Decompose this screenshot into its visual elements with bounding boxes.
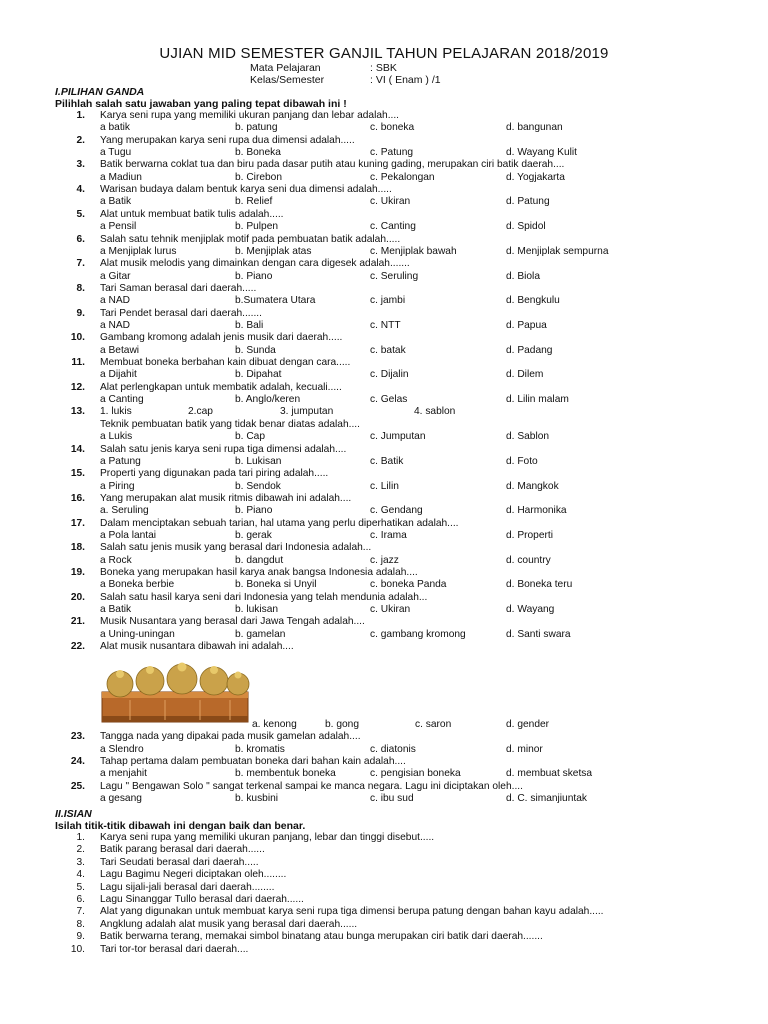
- answer-option: b. Boneka: [235, 147, 281, 158]
- answer-option: c. ibu sud: [370, 793, 414, 805]
- question-text: Dalam menciptakan sebuah tarian, hal utama yang perlu diperhatikan adalah....: [100, 517, 459, 529]
- question-text: Warisan budaya dalam bentuk karya seni dua dimensi adalah.....: [100, 184, 392, 196]
- answer-option: c. Seruling: [370, 270, 419, 282]
- answer-option: b. gamelan: [235, 628, 286, 640]
- question-number: 12.: [70, 381, 85, 393]
- answer-option: 2.cap: [188, 406, 213, 418]
- answer-option: a Canting: [100, 394, 144, 405]
- answer-option: c. diatonis: [370, 743, 416, 755]
- answer-option: b. gong: [325, 719, 359, 730]
- answer-option: a Batik: [100, 604, 132, 615]
- answer-option: c. Lilin: [370, 480, 399, 492]
- question-number: 14.: [70, 443, 85, 455]
- fill-in-text: Batik parang berasal dari daerah......: [100, 844, 265, 856]
- question-number: 8.: [76, 282, 85, 294]
- fill-in-text: Tari tor-tor berasal dari daerah....: [100, 943, 249, 955]
- answer-option: d. Wayang: [506, 604, 555, 615]
- question-text: Musik Nusantara yang berasal dari Jawa Tengah adalah....: [100, 616, 365, 628]
- question-text: Yang merupakan alat musik ritmis dibawah ini adalah....: [100, 492, 352, 504]
- answer-option: 1. lukis: [100, 406, 132, 418]
- fill-in-text: Alat yang digunakan untuk membuat karya seni rupa tiga dimensi berupa patung dengan bahan kayu adalah.....: [100, 906, 604, 918]
- answer-option: b. Dipahat: [235, 369, 282, 381]
- fill-in-number: 2.: [76, 844, 85, 856]
- fill-in-number: 8.: [76, 918, 85, 930]
- answer-option: b. Cirebon: [235, 171, 283, 183]
- answer-option: a Boneka berbie: [100, 579, 175, 591]
- answer-option: b. kusbini: [235, 793, 279, 805]
- answer-option: d. Foto: [506, 455, 538, 467]
- question-number: 24.: [70, 756, 85, 768]
- answer-option: b. Sunda: [235, 344, 276, 356]
- answer-option: b. Sendok: [235, 480, 281, 492]
- fill-in-text: Angklung adalah alat musik yang berasal dari daerah......: [100, 918, 358, 930]
- answer-option: a. Seruling: [100, 505, 149, 517]
- fill-in-number: 5.: [76, 881, 85, 893]
- answer-option: b. Pulpen: [235, 221, 279, 233]
- answer-option: d. country: [506, 554, 551, 566]
- answer-option: d. Biola: [506, 270, 540, 282]
- answer-option: d. Patung: [506, 196, 550, 208]
- question-number: 4.: [76, 184, 85, 196]
- question-text: Membuat boneka berbahan kain dibuat dengan cara.....: [100, 357, 351, 368]
- answer-option: c. Batik: [370, 455, 404, 467]
- fill-in-number: 7.: [76, 906, 85, 918]
- answer-option: a Lukis: [100, 431, 133, 443]
- answer-option: b. Boneka si Unyil: [235, 579, 317, 591]
- answer-option: b. Piano: [235, 505, 273, 517]
- question-text: Yang merupakan karya seni rupa dua dimensi adalah.....: [100, 134, 355, 146]
- answer-option: a NAD: [100, 319, 131, 331]
- question-number: 17.: [70, 517, 85, 529]
- answer-option: d. Wayang Kulit: [506, 147, 577, 158]
- fill-in-text: Tari Seudati berasal dari daerah.....: [100, 856, 259, 868]
- answer-option: d. Lilin malam: [506, 394, 569, 405]
- section-title-multiple-choice: I.PILIHAN GANDA: [55, 86, 145, 98]
- question-number: 16.: [70, 492, 85, 504]
- answer-option: c. Gelas: [370, 394, 408, 405]
- fill-in-text: Lagu Sinanggar Tullo berasal dari daerah......: [100, 894, 304, 905]
- answer-option: b. Lukisan: [235, 455, 282, 467]
- question-text: Salah satu jenis karya seni rupa tiga dimensi adalah....: [100, 443, 347, 455]
- answer-option: b. gerak: [235, 529, 272, 541]
- answer-option: b. membentuk boneka: [235, 768, 336, 780]
- answer-option: 3. jumputan: [280, 406, 334, 418]
- question-text: Salah satu tehnik menjiplak motif pada pembuatan batik adalah.....: [100, 233, 401, 245]
- question-text: Alat musik nusantara dibawah ini adalah....: [100, 641, 294, 653]
- answer-option: c. Jumputan: [370, 431, 426, 443]
- answer-option: a. kenong: [252, 719, 297, 730]
- answer-option: c. Menjiplak bawah: [370, 245, 457, 257]
- answer-option: d. Properti: [506, 529, 553, 541]
- section-title-fill-in: II.ISIAN: [55, 808, 92, 820]
- fill-in-number: 4.: [76, 869, 85, 881]
- question-text: Salah satu jenis musik yang berasal dari Indonesia adalah...: [100, 542, 372, 554]
- question-text: Tari Pendet berasal dari daerah.......: [100, 307, 262, 319]
- answer-option: a batik: [100, 122, 131, 134]
- answer-option: a Patung: [100, 455, 141, 467]
- answer-option: a Slendro: [100, 743, 144, 755]
- answer-option: a Pensil: [100, 221, 137, 233]
- question-text: Properti yang digunakan pada tari piring adalah.....: [100, 468, 329, 480]
- answer-option: b. Menjiplak atas: [235, 245, 312, 257]
- answer-option: c. NTT: [370, 319, 401, 331]
- answer-option: a Uning-uningan: [100, 628, 175, 640]
- answer-option: b. patung: [235, 122, 278, 134]
- question-number: 5.: [76, 208, 85, 220]
- question-text: Boneka yang merupakan hasil karya anak bangsa Indonesia adalah....: [100, 567, 418, 578]
- answer-option: 4. sablon: [414, 406, 456, 418]
- question-number: 7.: [76, 258, 85, 270]
- section-instruction-multiple-choice: Pilihlah salah satu jawaban yang paling tepat dibawah ini !: [55, 98, 347, 110]
- question-text: Tahap pertama dalam pembuatan boneka dari bahan kain adalah....: [100, 756, 406, 768]
- answer-option: b. Anglo/keren: [235, 394, 301, 405]
- answer-option: a Rock: [100, 554, 132, 566]
- answer-option: a menjahit: [100, 768, 148, 780]
- question-text: Karya seni rupa yang memiliki ukuran panjang dan lebar adalah....: [100, 110, 400, 121]
- answer-option: a Tugu: [100, 147, 132, 158]
- question-number: 21.: [70, 616, 85, 628]
- answer-option: d. Papua: [506, 319, 547, 331]
- question-number: 20.: [70, 591, 85, 603]
- answer-option: d. gender: [506, 719, 550, 730]
- question-text: Alat perlengkapan untuk membatik adalah, kecuali.....: [100, 381, 342, 393]
- answer-option: d. bangunan: [506, 122, 563, 134]
- question-text: Tangga nada yang dipakai pada musik gamelan adalah....: [100, 731, 361, 743]
- answer-option: d. Harmonika: [506, 505, 567, 517]
- answer-option: b. kromatis: [235, 743, 285, 755]
- question-number: 3.: [76, 159, 85, 171]
- fill-in-number: 10.: [70, 943, 85, 955]
- meta-label-subject: Mata Pelajaran: [250, 62, 321, 74]
- question-text: Gambang kromong adalah jenis musik dari daerah.....: [100, 332, 343, 344]
- answer-option: c. Ukiran: [370, 196, 411, 208]
- answer-option: c. Pekalongan: [370, 171, 435, 183]
- answer-option: d. Bengkulu: [506, 295, 560, 307]
- answer-option: c. Patung: [370, 147, 414, 158]
- page-title: UJIAN MID SEMESTER GANJIL TAHUN PELAJARAN 2018/2019: [159, 45, 609, 62]
- question-text: Alat untuk membuat batik tulis adalah.....: [100, 208, 284, 220]
- answer-option: a gesang: [100, 793, 142, 805]
- question-number: 18.: [70, 542, 85, 554]
- question-number: 1.: [76, 110, 85, 121]
- answer-option: d. Sablon: [506, 431, 550, 443]
- answer-option: a Pola lantai: [100, 529, 157, 541]
- answer-option: d. Padang: [506, 344, 553, 356]
- answer-option: c. batak: [370, 344, 406, 356]
- answer-option: a Batik: [100, 196, 132, 208]
- answer-option: a Madiun: [100, 171, 142, 183]
- answer-option: c. jazz: [370, 554, 399, 566]
- answer-option: d. Menjiplak sempurna: [506, 245, 609, 257]
- answer-option: b. lukisan: [235, 604, 279, 615]
- answer-option: a NAD: [100, 295, 131, 307]
- question-text: Teknik pembuatan batik yang tidak benar diatas adalah....: [100, 418, 360, 430]
- answer-option: d. C. simanjiuntak: [506, 793, 587, 805]
- fill-in-number: 9.: [76, 931, 85, 943]
- question-number: 9.: [76, 307, 85, 319]
- question-number: 11.: [71, 357, 85, 368]
- question-number: 19.: [70, 567, 85, 578]
- answer-option: d. minor: [506, 743, 543, 755]
- answer-option: a Dijahit: [100, 369, 137, 381]
- answer-option: b. Bali: [235, 319, 264, 331]
- answer-option: a Betawi: [100, 344, 140, 356]
- question-number: 22.: [70, 641, 85, 653]
- answer-option: b.Sumatera Utara: [235, 295, 316, 307]
- fill-in-number: 1.: [76, 832, 85, 843]
- fill-in-number: 6.: [76, 894, 85, 905]
- answer-option: d. Dilem: [506, 369, 544, 381]
- answer-option: c. saron: [415, 719, 452, 730]
- answer-option: d. Spidol: [506, 221, 546, 233]
- answer-option: b. Relief: [235, 196, 273, 208]
- meta-value-class: : VI ( Enam ) /1: [370, 74, 441, 86]
- answer-option: c. boneka Panda: [370, 579, 447, 591]
- answer-option: d. Boneka teru: [506, 579, 573, 591]
- fill-in-text: Karya seni rupa yang memiliki ukuran panjang, lebar dan tinggi disebut.....: [100, 832, 435, 843]
- question-number: 15.: [70, 468, 85, 480]
- answer-option: a Menjiplak lurus: [100, 245, 177, 257]
- answer-option: c. Irama: [370, 529, 407, 541]
- question-number: 10.: [70, 332, 85, 344]
- fill-in-number: 3.: [76, 856, 85, 868]
- answer-option: c. boneka: [370, 122, 415, 134]
- fill-in-text: Lagu sijali-jali berasal dari daerah........: [100, 881, 275, 893]
- answer-option: c. pengisian boneka: [370, 768, 461, 780]
- answer-option: a Piring: [100, 480, 135, 492]
- answer-option: d. membuat sketsa: [506, 768, 593, 780]
- answer-option: c. Canting: [370, 221, 416, 233]
- section-instruction-fill-in: Isilah titik-titik dibawah ini dengan baik dan benar.: [55, 820, 306, 832]
- question-text: Tari Saman berasal dari daerah.....: [100, 282, 257, 294]
- question-text: Batik berwarna coklat tua dan biru pada dasar putih atau kuning gading, merupakan ciri batik daerah....: [100, 159, 565, 171]
- question-number: 6.: [76, 233, 85, 245]
- fill-in-text: Batik berwarna terang, memakai simbol binatang atau bunga merupakan ciri batik dari daerah.......: [100, 931, 543, 943]
- question-number: 23.: [70, 731, 85, 743]
- question-number: 25.: [70, 780, 85, 792]
- answer-option: b. Cap: [235, 431, 266, 443]
- gamelan-image: [100, 654, 250, 728]
- answer-option: c. Dijalin: [370, 369, 409, 381]
- question-text: Lagu " Bengawan Solo " sangat terkenal sampai ke manca negara. Lagu ini diciptakan oleh....: [100, 780, 523, 792]
- answer-option: c. Gendang: [370, 505, 423, 517]
- question-number: 13.: [70, 406, 85, 418]
- question-text: Alat musik melodis yang dimainkan dengan cara digesek adalah.......: [100, 258, 410, 270]
- question-number: 2.: [76, 134, 85, 146]
- question-text: Salah satu hasil karya seni dari Indonesia yang telah mendunia adalah...: [100, 591, 428, 603]
- answer-option: c. Ukiran: [370, 604, 411, 615]
- answer-option: b. dangdut: [235, 554, 284, 566]
- answer-option: d. Yogjakarta: [506, 171, 565, 183]
- answer-option: c. jambi: [370, 295, 406, 307]
- fill-in-text: Lagu Bagimu Negeri diciptakan oleh........: [100, 869, 287, 881]
- meta-label-class: Kelas/Semester: [250, 74, 325, 86]
- answer-option: d. Mangkok: [506, 480, 559, 492]
- answer-option: a Gitar: [100, 270, 131, 282]
- answer-option: c. gambang kromong: [370, 628, 466, 640]
- meta-value-subject: : SBK: [370, 62, 397, 74]
- answer-option: d. Santi swara: [506, 628, 571, 640]
- answer-option: b. Piano: [235, 270, 273, 282]
